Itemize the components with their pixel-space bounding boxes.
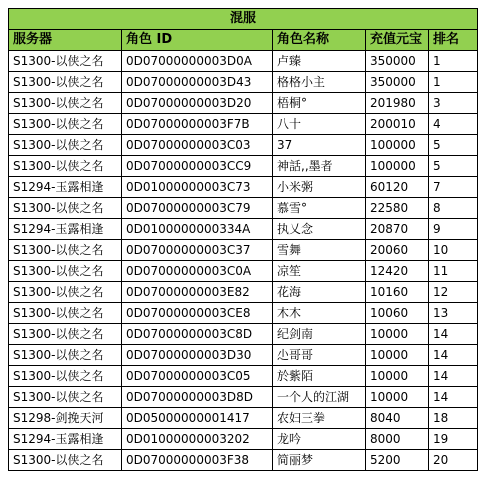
cell-rank: 4 [429,114,478,135]
cell-rank: 14 [429,366,478,387]
table-row [9,240,478,261]
header-recharge: 充值元宝 [366,30,429,51]
table-row [9,51,478,72]
cell-role-name: 执乂念 [273,219,366,240]
cell-rank: 8 [429,198,478,219]
cell-server: S1300-以侠之名 [9,198,122,219]
cell-role-name: 格格小主 [273,72,366,93]
cell-recharge: 22580 [366,198,429,219]
cell-rank: 1 [429,51,478,72]
cell-role-id: 0D07000000003D0A [122,51,273,72]
cell-role-id: 0D01000000003C73 [122,177,273,198]
header-role-name: 角色名称 [273,30,366,51]
table-title: 混服 [9,9,478,30]
cell-server: S1300-以侠之名 [9,93,122,114]
cell-recharge: 100000 [366,135,429,156]
cell-rank: 9 [429,219,478,240]
cell-server: S1300-以侠之名 [9,345,122,366]
cell-server: S1300-以侠之名 [9,72,122,93]
cell-role-name: 於紫陌 [273,366,366,387]
table-body [9,51,478,471]
cell-recharge: 201980 [366,93,429,114]
cell-role-id: 0D0100000000334A [122,219,273,240]
cell-rank: 20 [429,450,478,471]
cell-recharge: 10000 [366,387,429,408]
cell-server: S1294-玉露相逢 [9,429,122,450]
cell-role-name: 雪舞 [273,240,366,261]
cell-role-name: 凉笙 [273,261,366,282]
cell-server: S1300-以侠之名 [9,387,122,408]
cell-recharge: 350000 [366,72,429,93]
cell-server: S1294-玉露相逢 [9,219,122,240]
cell-role-name: 小米粥 [273,177,366,198]
cell-server: S1300-以侠之名 [9,324,122,345]
cell-recharge: 20870 [366,219,429,240]
cell-recharge: 12420 [366,261,429,282]
cell-server: S1300-以侠之名 [9,303,122,324]
cell-recharge: 10000 [366,324,429,345]
cell-role-name: 木木 [273,303,366,324]
cell-server: S1300-以侠之名 [9,366,122,387]
cell-server: S1300-以侠之名 [9,51,122,72]
table-row [9,303,478,324]
ranking-table-container [8,8,477,471]
cell-role-id: 0D07000000003D8D [122,387,273,408]
table-row [9,219,478,240]
cell-role-name: 纪剑南 [273,324,366,345]
cell-role-name: 简丽梦 [273,450,366,471]
cell-rank: 11 [429,261,478,282]
table-row [9,324,478,345]
cell-role-name: 卢臻 [273,51,366,72]
cell-recharge: 8000 [366,429,429,450]
cell-role-id: 0D07000000003C37 [122,240,273,261]
cell-role-name: 尐哥哥 [273,345,366,366]
cell-role-id: 0D07000000003CC9 [122,156,273,177]
cell-role-name: 花海 [273,282,366,303]
cell-role-id: 0D07000000003E82 [122,282,273,303]
cell-server: S1300-以侠之名 [9,240,122,261]
table-row [9,261,478,282]
cell-recharge: 10160 [366,282,429,303]
cell-server: S1298-剑挽天河 [9,408,122,429]
table-row [9,387,478,408]
cell-role-id: 0D07000000003C03 [122,135,273,156]
cell-rank: 3 [429,93,478,114]
header-server: 服务器 [9,30,122,51]
cell-rank: 5 [429,135,478,156]
table-row [9,345,478,366]
cell-recharge: 60120 [366,177,429,198]
cell-rank: 14 [429,387,478,408]
cell-rank: 18 [429,408,478,429]
cell-role-id: 0D07000000003C05 [122,366,273,387]
cell-role-id: 0D01000000003202 [122,429,273,450]
cell-role-name: 37 [273,135,366,156]
cell-rank: 12 [429,282,478,303]
table-row [9,177,478,198]
cell-role-id: 0D07000000003CE8 [122,303,273,324]
cell-role-name: 龙吟 [273,429,366,450]
cell-server: S1300-以侠之名 [9,450,122,471]
table-row [9,93,478,114]
cell-role-name: 八十 [273,114,366,135]
cell-rank: 7 [429,177,478,198]
cell-rank: 14 [429,345,478,366]
cell-recharge: 10000 [366,366,429,387]
table-row [9,408,478,429]
cell-rank: 1 [429,72,478,93]
cell-role-id: 0D07000000003F38 [122,450,273,471]
cell-server: S1300-以侠之名 [9,282,122,303]
table-row [9,114,478,135]
cell-role-id: 0D07000000003D30 [122,345,273,366]
cell-role-id: 0D07000000003D20 [122,93,273,114]
cell-recharge: 350000 [366,51,429,72]
cell-server: S1294-玉露相逢 [9,177,122,198]
cell-recharge: 8040 [366,408,429,429]
cell-rank: 19 [429,429,478,450]
recharge-ranking-table [8,8,478,471]
cell-role-name: 农妇三拳 [273,408,366,429]
cell-role-id: 0D07000000003F7B [122,114,273,135]
table-row [9,72,478,93]
cell-recharge: 200010 [366,114,429,135]
cell-server: S1300-以侠之名 [9,135,122,156]
table-row [9,450,478,471]
cell-role-id: 0D07000000003C79 [122,198,273,219]
cell-role-name: 神話,,墨者 [273,156,366,177]
cell-role-name: 梧桐° [273,93,366,114]
table-title-row [9,9,478,30]
cell-recharge: 10000 [366,345,429,366]
cell-role-name: 慕雪° [273,198,366,219]
table-row [9,366,478,387]
cell-server: S1300-以侠之名 [9,261,122,282]
table-row [9,135,478,156]
table-row [9,282,478,303]
cell-rank: 14 [429,324,478,345]
header-rank: 排名 [429,30,478,51]
table-row [9,429,478,450]
header-role-id: 角色 ID [122,30,273,51]
cell-role-id: 0D07000000003C8D [122,324,273,345]
cell-role-name: 一个人的江湖 [273,387,366,408]
cell-server: S1300-以侠之名 [9,114,122,135]
cell-rank: 13 [429,303,478,324]
table-header-row [9,30,478,51]
cell-role-id: 0D07000000003D43 [122,72,273,93]
cell-rank: 5 [429,156,478,177]
cell-role-id: 0D05000000001417 [122,408,273,429]
cell-rank: 10 [429,240,478,261]
cell-recharge: 10060 [366,303,429,324]
table-row [9,156,478,177]
cell-recharge: 20060 [366,240,429,261]
cell-recharge: 5200 [366,450,429,471]
table-row [9,198,478,219]
cell-recharge: 100000 [366,156,429,177]
cell-role-id: 0D07000000003C0A [122,261,273,282]
cell-server: S1300-以侠之名 [9,156,122,177]
